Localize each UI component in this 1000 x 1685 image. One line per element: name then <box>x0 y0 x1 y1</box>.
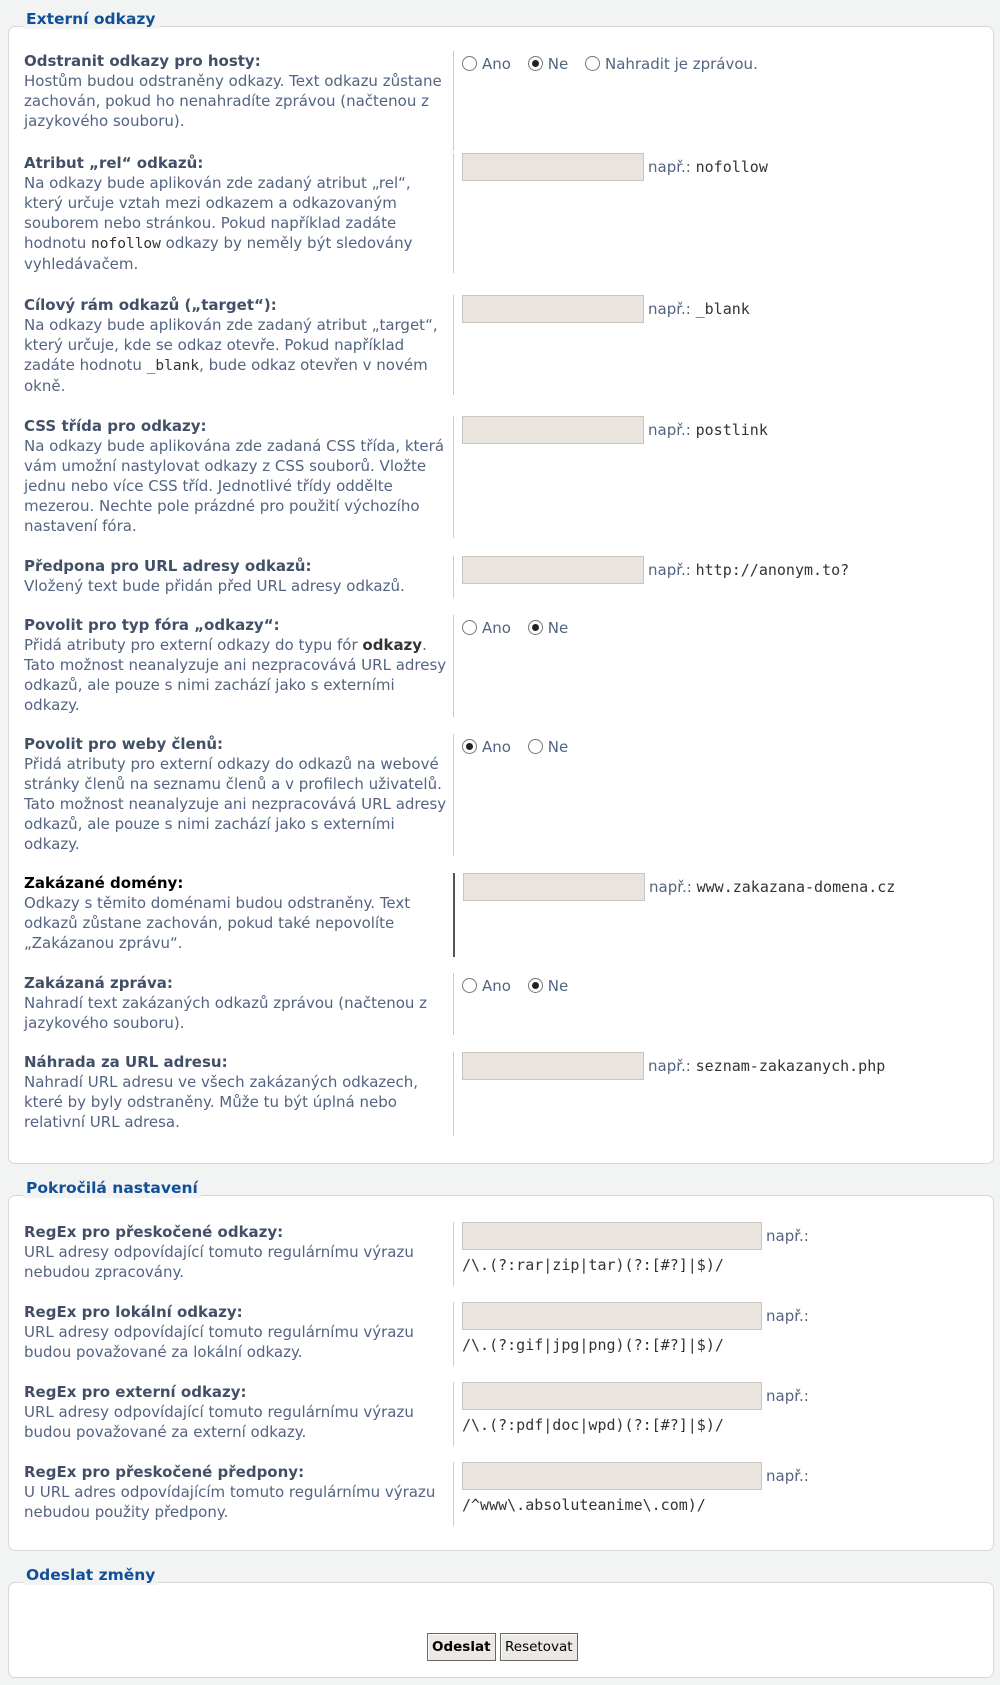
advanced-settings-fieldset <box>8 1179 994 1551</box>
setting-explain: Na odkazy bude aplikována zde zadaná CSS třída, která vám umožní nastylovat odkazy z CSS souborů. Vložte jednu nebo více CSS tříd. Jednotlivé třídy oddělte mezerou. Nechte pole prázdné pro použití výchozího nastavení fóra. <box>24 437 445 535</box>
setting-label: RegEx pro přeskočené předpony: <box>24 1463 305 1481</box>
reset-button[interactable]: Resetovat <box>500 1633 578 1661</box>
example-hint: např.: <box>766 1387 809 1405</box>
setting-explain: Přidá atributy pro externí odkazy do typu fór odkazy. Tato možnost neanalyzuje ani nezpracovává URL adresy odkazů, ale pouze s nimi zachází jako s externími odkazy. <box>24 636 447 714</box>
external-links-legend: Externí odkazy <box>23 9 159 29</box>
radio-option-ano[interactable]: Ano <box>462 976 511 996</box>
radio-option-replace-message[interactable]: Nahradit je zprávou. <box>585 54 758 74</box>
radio-group-forbidden-message <box>462 973 992 996</box>
setting-explain: URL adresy odpovídající tomuto regulárnímu výrazu budou považované za externí odkazy. <box>24 1403 414 1441</box>
regex-example: /^www\.absoluteanime\.com)/ <box>462 1496 706 1514</box>
radio-option-ne[interactable]: Ne <box>528 976 568 996</box>
submit-legend: Odeslat změny <box>23 1565 158 1585</box>
radio-option-ano[interactable]: Ano <box>462 737 511 757</box>
inline-code: nofollow <box>91 236 161 252</box>
external-links-fieldset <box>8 10 994 1164</box>
css-class-input[interactable] <box>462 416 644 444</box>
example-hint: např.: _blank <box>648 300 750 318</box>
rel-input[interactable] <box>462 153 644 181</box>
url-prefix-input[interactable] <box>462 556 644 584</box>
setting-explain: URL adresy odpovídající tomuto regulárnímu výrazu nebudou zpracovány. <box>24 1243 414 1281</box>
radio-button-checked[interactable] <box>528 978 543 993</box>
setting-label: RegEx pro externí odkazy: <box>24 1383 247 1401</box>
radio-option-ne[interactable]: Ne <box>528 54 568 74</box>
setting-label: RegEx pro lokální odkazy: <box>24 1303 243 1321</box>
regex-example: /\.(?:rar|zip|tar)(?:[#?]|$)/ <box>462 1256 724 1274</box>
setting-label: Náhrada za URL adresu: <box>24 1053 228 1071</box>
example-hint: např.: <box>766 1467 809 1485</box>
submit-button[interactable]: Odeslat <box>427 1633 496 1661</box>
setting-label: RegEx pro přeskočené odkazy: <box>24 1223 284 1241</box>
setting-explain: Nahradí URL adresu ve všech zakázaných odkazech, které by byly odstraněny. Může tu být úplná nebo relativní URL adresa. <box>24 1073 419 1131</box>
radio-group-remove-guest-links <box>462 51 992 74</box>
regex-example: /\.(?:gif|jpg|png)(?:[#?]|$)/ <box>462 1336 724 1354</box>
setting-label: CSS třída pro odkazy: <box>24 417 207 435</box>
radio-button-checked[interactable] <box>462 739 477 754</box>
regex-skip-prefix-input[interactable] <box>462 1462 762 1490</box>
setting-explain: Odkazy s těmito doménami budou odstraněny. Text odkazů zůstane zachován, pokud také nepovolíte „Zakázanou zprávu“. <box>24 894 411 952</box>
regex-local-input[interactable] <box>462 1302 762 1330</box>
radio-option-ano[interactable]: Ano <box>462 54 511 74</box>
example-hint: např.: <box>766 1307 809 1325</box>
regex-skip-input[interactable] <box>462 1222 762 1250</box>
radio-button[interactable] <box>462 56 477 71</box>
setting-label: Atribut „rel“ odkazů: <box>24 154 204 172</box>
radio-button[interactable] <box>462 978 477 993</box>
setting-explain: Hostům budou odstraněny odkazy. Text odkazu zůstane zachován, pokud ho nenahradíte zprávou (načtenou z jazykového souboru). <box>24 72 442 130</box>
setting-explain: Nahradí text zakázaných odkazů zprávou (načtenou z jazykového souboru). <box>24 994 428 1032</box>
radio-button-checked[interactable] <box>528 620 543 635</box>
setting-explain: U URL adres odpovídajícím tomuto regulárnímu výrazu nebudou použity předpony. <box>24 1483 436 1521</box>
setting-explain: Na odkazy bude aplikován zde zadaný atribut „target“, který určuje, kde se odkaz otevře. Pokud například zadáte hodnotu _blank, bude odkaz otevřen v novém okně. <box>24 316 438 395</box>
radio-option-ne[interactable]: Ne <box>528 618 568 638</box>
radio-option-ano[interactable]: Ano <box>462 618 511 638</box>
example-hint: např.: http://anonym.to? <box>648 561 850 579</box>
setting-explain: URL adresy odpovídající tomuto regulárnímu výrazu budou považované za lokální odkazy. <box>24 1323 414 1361</box>
example-hint: např.: www.zakazana-domena.cz <box>649 878 896 896</box>
radio-group-forum-type <box>462 615 992 638</box>
forbidden-domains-input[interactable] <box>463 873 645 901</box>
example-hint: např.: postlink <box>648 421 768 439</box>
advanced-settings-legend: Pokročilá nastavení <box>23 1178 201 1198</box>
replacement-url-input[interactable] <box>462 1052 644 1080</box>
submit-fieldset <box>8 1566 994 1678</box>
setting-explain: Vložený text bude přidán před URL adresy odkazů. <box>24 577 405 595</box>
radio-group-member-websites <box>462 734 992 757</box>
setting-label: Povolit pro weby členů: <box>24 735 224 753</box>
radio-button-checked[interactable] <box>528 56 543 71</box>
setting-label: Předpona pro URL adresy odkazů: <box>24 557 312 575</box>
example-hint: např.: <box>766 1227 809 1245</box>
setting-label: Odstranit odkazy pro hosty: <box>24 52 261 70</box>
radio-button[interactable] <box>585 56 600 71</box>
setting-label: Zakázaná zpráva: <box>24 974 173 992</box>
setting-label: Zakázané domény: <box>24 874 184 892</box>
example-hint: např.: nofollow <box>648 158 768 176</box>
regex-example: /\.(?:pdf|doc|wpd)(?:[#?]|$)/ <box>462 1416 724 1434</box>
inline-code: _blank <box>146 358 200 374</box>
setting-explain: Přidá atributy pro externí odkazy do odkazů na webové stránky členů na seznamu členů a v profilech uživatelů. Tato možnost neanalyzuje ani nezpracovává URL adresy odkazů, ale pouze s nimi zachází jako s externími odkazy. <box>24 755 447 853</box>
setting-explain: Na odkazy bude aplikován zde zadaný atribut „rel“, který určuje vztah mezi odkazem a odkazovaným souborem nebo stránkou. Pokud například zadáte hodnotu nofollow odkazy by neměly být sledovány vyhledávačem. <box>24 174 413 273</box>
example-hint: např.: seznam-zakazanych.php <box>648 1057 886 1075</box>
setting-label: Povolit pro typ fóra „odkazy“: <box>24 616 280 634</box>
radio-option-ne[interactable]: Ne <box>528 737 568 757</box>
radio-button[interactable] <box>528 739 543 754</box>
radio-button[interactable] <box>462 620 477 635</box>
setting-label: Cílový rám odkazů („target“): <box>24 296 277 314</box>
regex-external-input[interactable] <box>462 1382 762 1410</box>
target-input[interactable] <box>462 295 644 323</box>
